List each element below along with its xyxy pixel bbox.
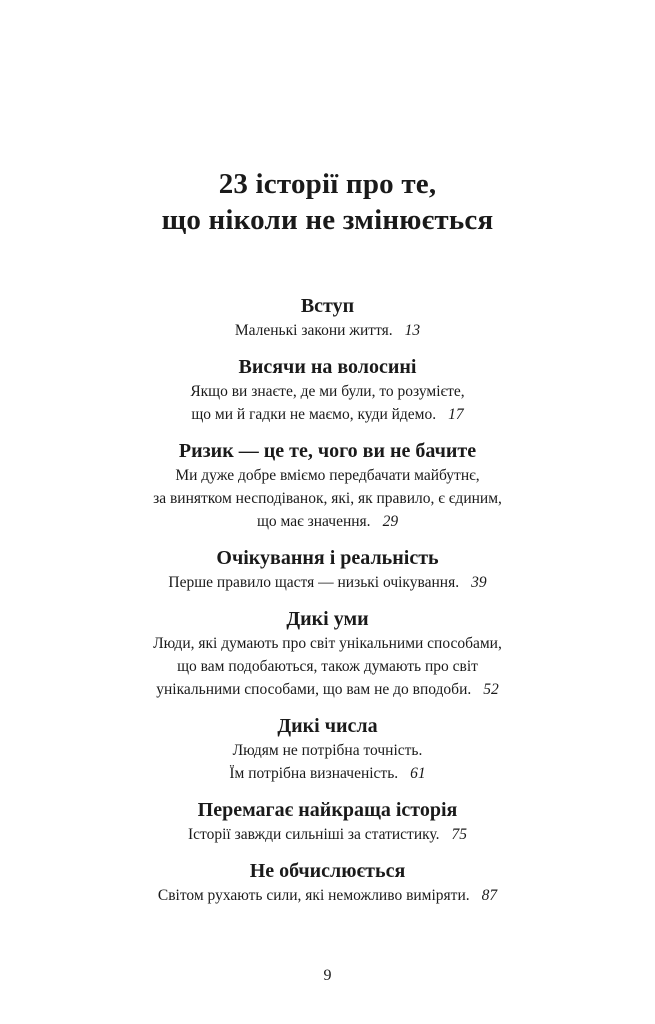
toc-entry-line-text: що має значення. [256, 513, 371, 530]
toc-entry-line-text: Історії завжди сильніші за статистику. [187, 826, 440, 843]
table-of-contents [0, 293, 655, 919]
toc-entry [0, 858, 655, 907]
toc-entry-line: що вам подобаються, також думають про світ [177, 658, 478, 675]
toc-entry-description [0, 823, 655, 846]
toc-entry-line: Якщо ви знаєте, де ми були, то розумієте, [190, 383, 465, 400]
toc-entry-description [0, 632, 655, 701]
toc-entry-line-text: Маленькі закони життя. [234, 322, 393, 339]
toc-entry-line [0, 510, 655, 533]
toc-entry-line [0, 571, 655, 594]
page-title-line-1: 23 історії про те, [218, 168, 437, 200]
toc-entry-line [0, 319, 655, 342]
toc-entry-line-text: унікальними способами, що вам не до вподоби. [156, 681, 472, 698]
toc-entry-line-text: що ми й гадки не маємо, куди йдемо. [191, 406, 437, 423]
toc-entry-description [0, 319, 655, 342]
toc-entry-title: Не обчислюється [249, 860, 406, 882]
toc-entry-page-number: 52 [483, 681, 499, 698]
toc-entry-title: Висячи на волосині [238, 356, 417, 378]
toc-entry-line: за винятком несподіванок, які, як правило, є єдиним, [153, 490, 502, 507]
toc-entry-description [0, 464, 655, 533]
toc-entry-line: Люди, які думають про світ унікальними способами, [153, 635, 502, 652]
toc-entry-line-text: Перше правило щастя — низькі очікування. [168, 574, 460, 591]
toc-entry [0, 545, 655, 594]
toc-entry [0, 438, 655, 533]
toc-entry [0, 797, 655, 846]
toc-entry-title: Ризик — це те, чого ви не бачите [178, 440, 477, 462]
toc-entry-line: Ми дуже добре вміємо передбачати майбутнє, [175, 467, 480, 484]
toc-entry-description [0, 884, 655, 907]
toc-entry-title: Вступ [300, 295, 355, 317]
toc-entry [0, 713, 655, 785]
toc-entry-line-text: Світом рухають сили, які неможливо виміряти. [157, 887, 470, 904]
toc-entry-description [0, 380, 655, 426]
toc-entry-page-number: 17 [448, 406, 464, 423]
toc-entry [0, 293, 655, 342]
toc-entry [0, 606, 655, 701]
toc-entry-line: Людям не потрібна точність. [232, 742, 423, 759]
toc-entry-line [0, 884, 655, 907]
toc-entry-page-number: 75 [451, 826, 468, 843]
toc-entry-title: Перемагає найкраща історія [197, 799, 458, 821]
toc-entry-description [0, 571, 655, 594]
toc-entry-line [0, 823, 655, 846]
toc-entry-line [0, 678, 655, 701]
page-title-line-2: що ніколи не змінюється [161, 204, 494, 236]
toc-entry-line [0, 762, 655, 785]
toc-entry-page-number: 87 [481, 887, 498, 904]
page-title [0, 166, 655, 238]
toc-entry-title: Дикі числа [277, 715, 378, 737]
toc-entry-page-number: 13 [404, 322, 421, 339]
toc-entry-line [0, 403, 655, 426]
toc-entry [0, 354, 655, 426]
toc-entry-page-number: 61 [410, 765, 426, 782]
toc-entry-line-text: Їм потрібна визначеність. [229, 765, 399, 782]
toc-entry-title: Дикі уми [286, 608, 369, 630]
toc-entry-page-number: 29 [382, 513, 399, 530]
toc-entry-title: Очікування і реальність [216, 547, 439, 569]
page-number: 9 [323, 967, 332, 984]
toc-entry-description [0, 739, 655, 785]
toc-entry-page-number: 39 [471, 574, 487, 591]
